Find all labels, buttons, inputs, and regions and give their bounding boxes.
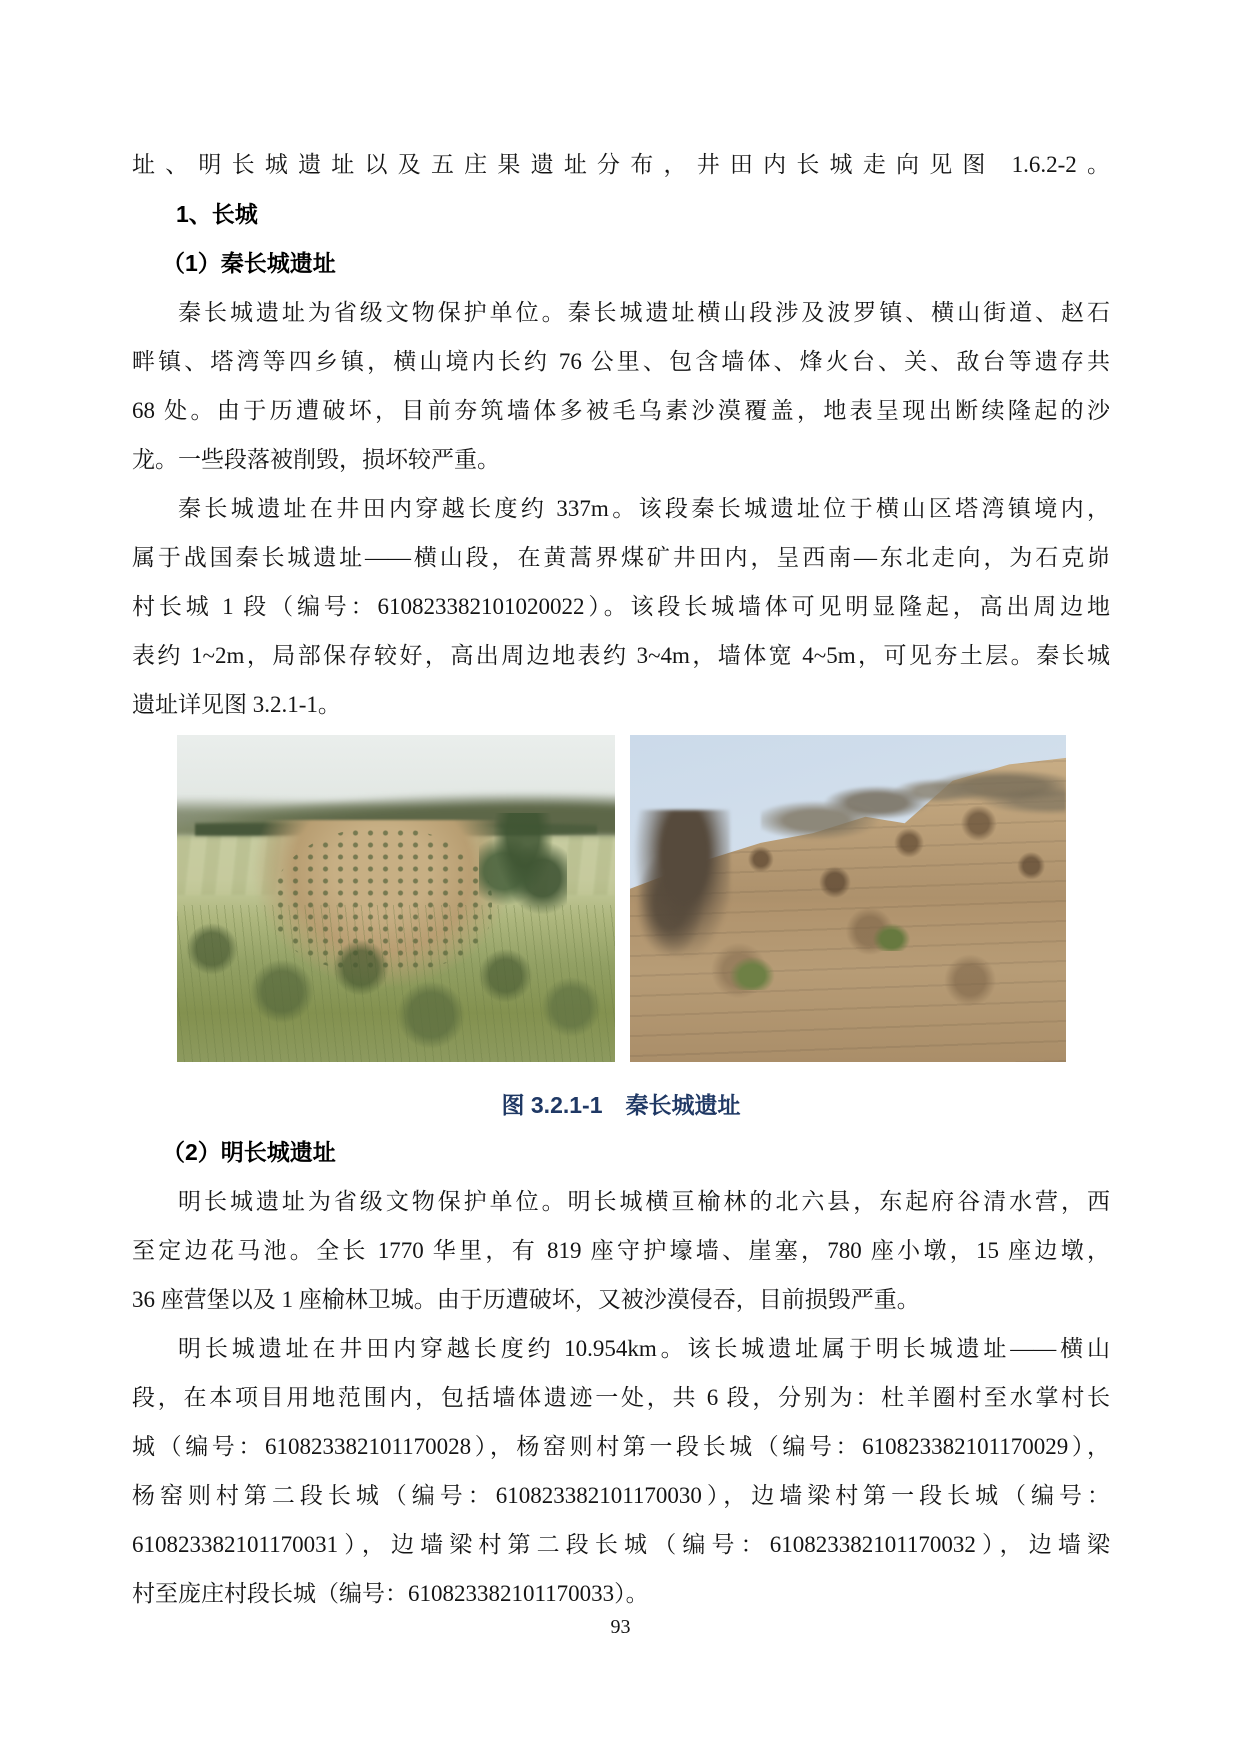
text-line: 秦长城遗址为省级文物保护单位。秦长城遗址横山段涉及波罗镇、横山街道、赵石: [178, 300, 1110, 325]
paragraph-qin-wall-in-minefield: [132, 484, 1110, 729]
paragraph-ming-wall-segments: [132, 1324, 1110, 1618]
grass-tuft: [726, 954, 778, 990]
text-line: 遗址详见图 3.2.1-1。: [132, 692, 341, 717]
figure-caption: 图 3.2.1-1 秦长城遗址: [501, 1092, 741, 1118]
text-line: 村长城 1 段（编号：610823382101020022）。该段长城墙体可见明显隆起，高出周边地: [132, 594, 1110, 619]
foreground-bushes: [177, 905, 615, 1062]
subsection-heading-qin-wall: （1）秦长城遗址: [162, 250, 336, 276]
text-line: 至定边花马池。全长 1770 华里，有 819 座守护壕墙、崖塞，780 座小墩，15 座边墩，: [132, 1238, 1110, 1263]
intro-continuation-line: 址、明长城遗址以及五庄果遗址分布，井田内长城走向见图 1.6.2-2。: [132, 152, 1110, 177]
text-line: 龙。一些段落被削毁，损坏较严重。: [132, 447, 500, 472]
text-line: 段，在本项目用地范围内，包括墙体遗迹一处，共 6 段，分别为：杜羊圈村至水掌村长: [132, 1385, 1110, 1410]
paragraph-ming-wall-overview: [132, 1177, 1110, 1324]
text-line: 68 处。由于历遭破坏，目前夯筑墙体多被毛乌素沙漠覆盖，地表呈现出断续隆起的沙: [132, 398, 1110, 423]
photo-qin-wall-mound-landscape: [177, 735, 615, 1062]
page-content: [132, 140, 1110, 1618]
text-line: 村至庞庄村段长城（编号：610823382101170033）。: [132, 1581, 649, 1606]
grass-tuft: [870, 921, 914, 950]
paragraph-qin-wall-overview: [132, 288, 1110, 484]
text-line: 畔镇、塔湾等四乡镇，横山境内长约 76 公里、包含墙体、烽火台、关、敌台等遗存共: [132, 349, 1110, 374]
ridge-top-shrubs: [761, 742, 1066, 840]
text-line: 610823382101170031），边墙梁村第二段长城（编号：610823382101170032），边墙梁: [132, 1532, 1110, 1557]
text-line: 表约 1~2m，局部保存较好，高出周边地表约 3~4m，墙体宽 4~5m，可见夯土层。秦长城: [132, 643, 1110, 668]
section-heading-great-wall: 1、长城: [176, 201, 258, 227]
text-line: 城（编号：610823382101170028），杨窑则村第一段长城（编号：610823382101170029），: [132, 1434, 1110, 1459]
dry-tree-silhouette: [630, 810, 730, 967]
page-number: 93: [610, 1616, 631, 1638]
text-line: 秦长城遗址在井田内穿越长度约 337m。该段秦长城遗址位于横山区塔湾镇境内，: [178, 496, 1110, 521]
text-line: 属于战国秦长城遗址——横山段，在黄蒿界煤矿井田内，呈西南—东北走向，为石克峁: [132, 545, 1110, 570]
text-line: 杨窑则村第二段长城（编号：610823382101170030），边墙梁村第一段长城（编号：: [132, 1483, 1110, 1508]
photo-eroded-wall-closeup: [630, 735, 1066, 1062]
text-line: 36 座营堡以及 1 座榆林卫城。由于历遭破坏，又被沙漠侵吞，目前损毁严重。: [132, 1287, 920, 1312]
text-line: 明长城遗址为省级文物保护单位。明长城横亘榆林的北六县，东起府谷清水营，西: [178, 1189, 1110, 1214]
text-line: 明长城遗址在井田内穿越长度约 10.954km。该长城遗址属于明长城遗址——横山: [178, 1336, 1110, 1361]
subsection-heading-ming-wall: （2）明长城遗址: [162, 1139, 336, 1165]
figure-qin-wall-photos: [177, 735, 1110, 1062]
